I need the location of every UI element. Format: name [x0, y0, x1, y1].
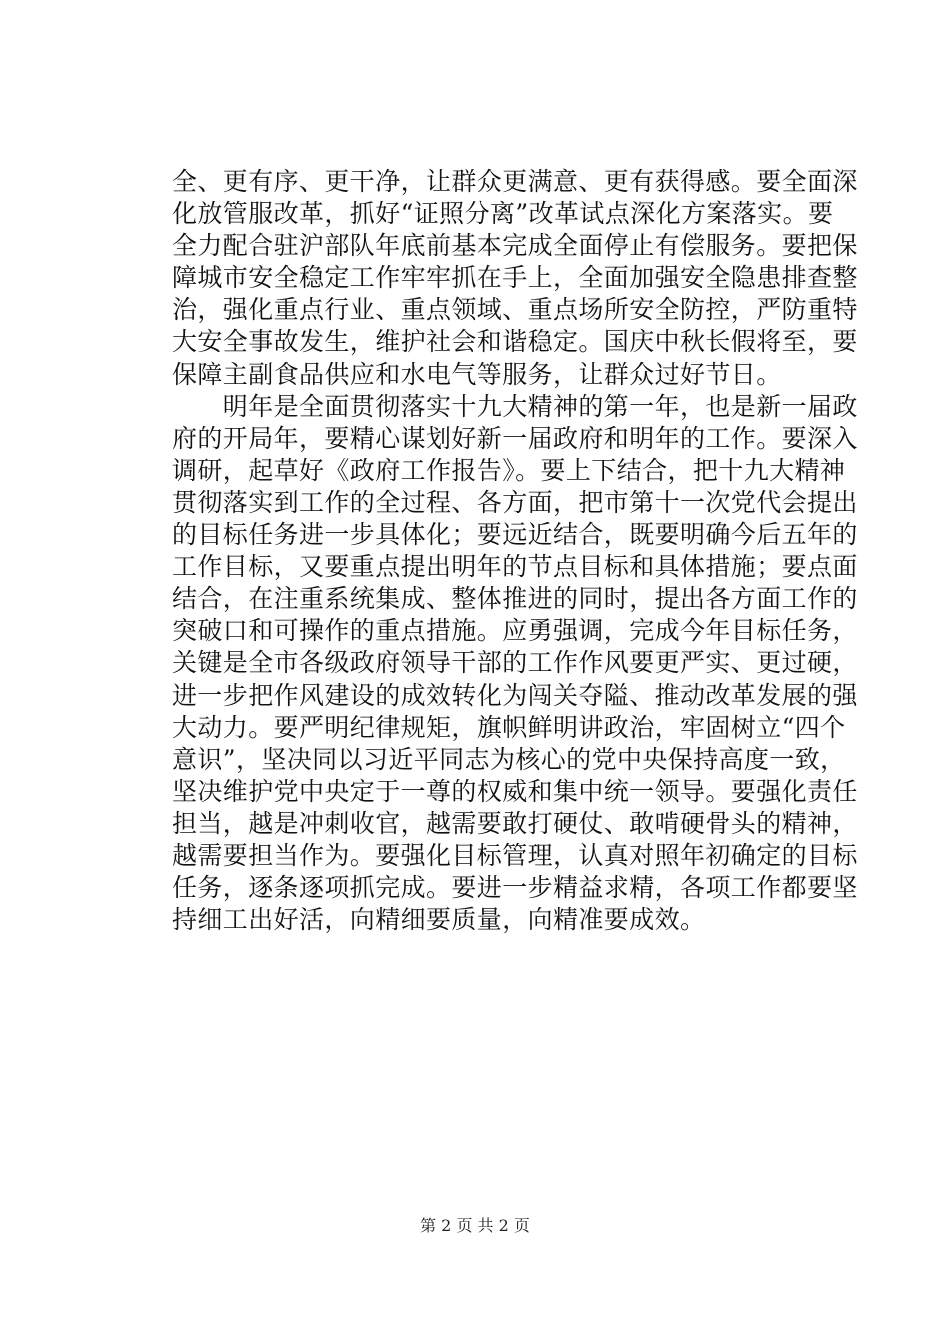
text-line: 进一步把作风建设的成效转化为闯关夺隘、推动改革发展的强: [172, 680, 858, 710]
text-line: 全、更有序、更干净，让群众更满意、更有获得感。要全面深: [172, 167, 858, 196]
text-line: 结合，在注重系统集成、整体推进的同时，提出各方面工作的: [172, 584, 858, 614]
text-line: 化放管服改革，抓好“证照分离”改革试点深化方案落实。要: [172, 199, 834, 229]
body-text: [172, 166, 858, 936]
text-line: 全力配合驻沪部队年底前基本完成全面停止有偿服务。要把保: [172, 231, 858, 261]
text-line: 越需要担当作为。要强化目标管理，认真对照年初确定的目标: [172, 840, 858, 870]
text-line: 治，强化重点行业、重点领域、重点场所安全防控，严防重特: [172, 295, 858, 325]
text-line: 坚决维护党中央定于一尊的权威和集中统一领导。要强化责任: [172, 776, 858, 806]
text-line: 担当，越是冲刺收官，越需要敢打硬仗、敢啃硬骨头的精神，: [172, 808, 858, 838]
text-line: 大安全事故发生，维护社会和谐稳定。国庆中秋长假将至，要: [172, 327, 858, 357]
text-line: 明年是全面贯彻落实十九大精神的第一年，也是新一届政: [172, 391, 858, 421]
text-line: 贯彻落实到工作的全过程、各方面，把市第十一次党代会提出: [172, 487, 858, 517]
text-line: 调研，起草好《政府工作报告》。要上下结合，把十九大精神: [172, 455, 846, 485]
text-line: 关键是全市各级政府领导干部的工作作风要更严实、更过硬，: [172, 648, 858, 678]
text-line: 意识”，坚决同以习近平同志为核心的党中央保持高度一致，: [172, 744, 846, 774]
text-line: 保障主副食品供应和水电气等服务，让群众过好节日。: [172, 359, 782, 389]
text-line: 的目标任务进一步具体化；要远近结合，既要明确今后五年的: [172, 520, 858, 550]
text-line: 大动力。要严明纪律规矩，旗帜鲜明讲政治，牢固树立“四个: [172, 712, 846, 742]
text-line: 府的开局年，要精心谋划好新一届政府和明年的工作。要深入: [172, 423, 858, 453]
text-line: 持细工出好活，向精细要质量，向精准要成效。: [172, 905, 706, 935]
page-footer: 第 2 页 共 2 页: [420, 1216, 530, 1235]
text-line: 突破口和可操作的重点措施。应勇强调，完成今年目标任务，: [172, 616, 858, 646]
text-line: 任务，逐条逐项抓完成。要进一步精益求精，各项工作都要坚: [172, 873, 858, 903]
text-line: 工作目标，又要重点提出明年的节点目标和具体措施；要点面: [172, 552, 858, 582]
text-line: 障城市安全稳定工作牢牢抓在手上，全面加强安全隐患排查整: [172, 263, 858, 293]
